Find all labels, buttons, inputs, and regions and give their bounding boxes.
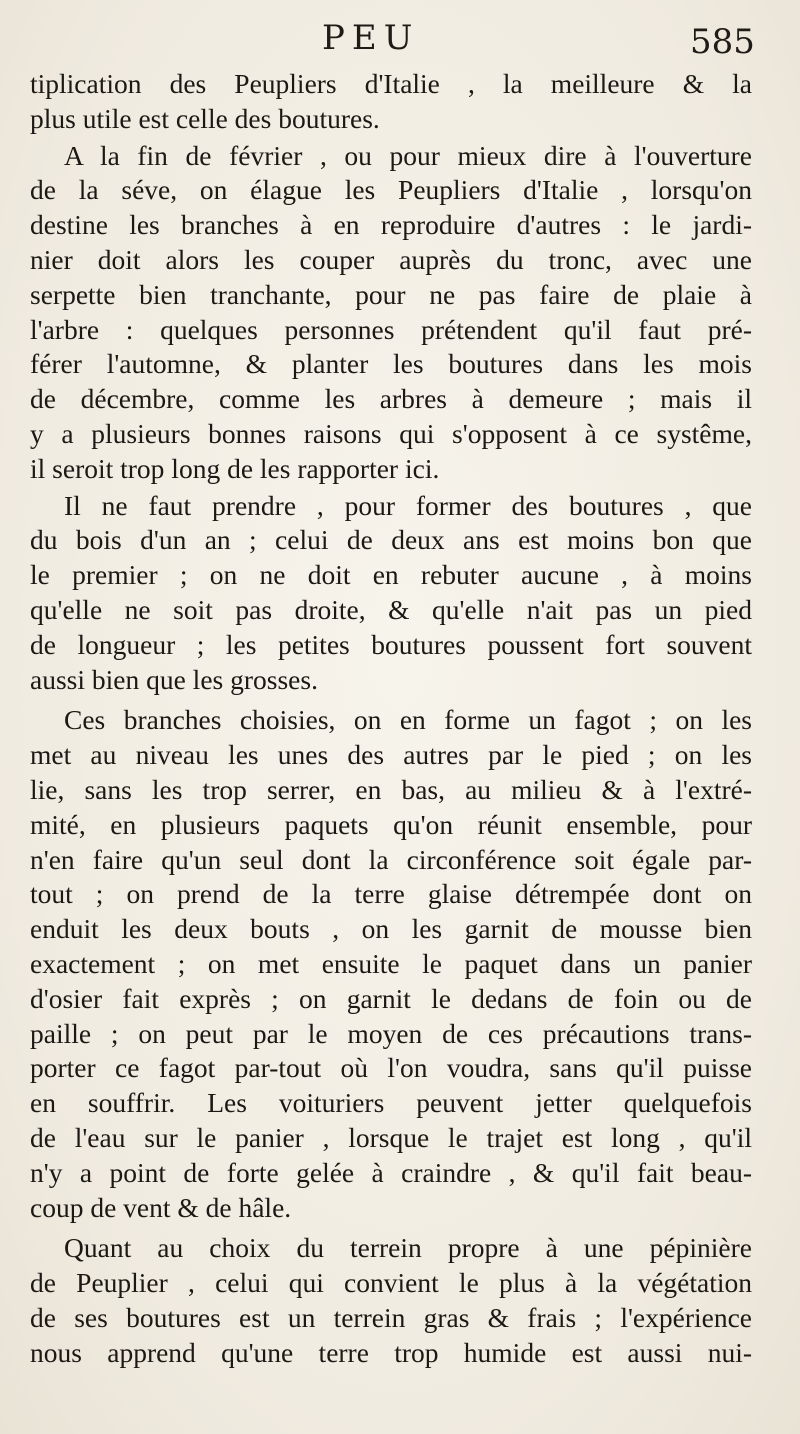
text-line: lie, sans les trop serrer, en bas, au milieu & à l'extré- xyxy=(30,773,752,805)
text-line: A la fin de février , ou pour mieux dire à l'ouverture xyxy=(64,139,752,171)
page-number: 585 xyxy=(690,22,755,62)
text-line: de longueur ; les petites boutures poussent fort souvent xyxy=(30,628,752,660)
text-line: n'en faire qu'un seul dont la circonférence soit égale par- xyxy=(30,843,752,875)
text-line: nier doit alors les couper auprès du tronc, avec une xyxy=(30,243,752,275)
text-line: en souffrir. Les voituriers peuvent jetter quelquefois xyxy=(30,1087,752,1119)
text-line: mité, en plusieurs paquets qu'on réunit ensemble, pour xyxy=(30,808,752,840)
text-line: serpette bien tranchante, pour ne pas faire de plaie à xyxy=(30,278,752,310)
text-line: nous apprend qu'une terre trop humide est aussi nui- xyxy=(30,1336,752,1368)
page-header xyxy=(0,18,800,68)
text-line: n'y a point de forte gelée à craindre , & qu'il fait beau- xyxy=(30,1156,752,1188)
body-text xyxy=(30,67,752,1370)
text-line: aussi bien que les grosses. xyxy=(30,663,318,695)
text-line: Ces branches choisies, on en forme un fagot ; on les xyxy=(64,704,752,736)
text-line: met au niveau les unes des autres par le pied ; on les xyxy=(30,739,752,771)
text-line: Quant au choix du terrein propre à une pépinière xyxy=(64,1232,752,1264)
text-line: le premier ; on ne doit en rebuter aucune , à moins xyxy=(30,559,752,591)
text-line: paille ; on peut par le moyen de ces précautions trans- xyxy=(30,1017,752,1049)
text-line: porter ce fagot par-tout où l'on voudra, sans qu'il puisse xyxy=(30,1052,752,1084)
text-line: tout ; on prend de la terre glaise détrempée dont on xyxy=(30,878,752,910)
text-line: qu'elle ne soit pas droite, & qu'elle n'ait pas un pied xyxy=(30,593,752,625)
text-line: l'arbre : quelques personnes prétendent qu'il faut pré- xyxy=(30,313,752,345)
text-line: tiplication des Peupliers d'Italie , la meilleure & la xyxy=(30,68,752,99)
text-line: de ses boutures est un terrein gras & frais ; l'expérience xyxy=(30,1301,752,1333)
text-line: du bois d'un an ; celui de deux ans est moins bon que xyxy=(30,524,752,556)
text-line: Il ne faut prendre , pour former des boutures , que xyxy=(64,489,752,521)
text-line: destine les branches à en reproduire d'autres : le jardi- xyxy=(30,209,752,241)
text-line: plus utile est celle des boutures. xyxy=(30,102,380,134)
text-line: férer l'automne, & planter les boutures dans les mois xyxy=(30,348,752,380)
text-line: y a plusieurs bonnes raisons qui s'opposent à ce systême, xyxy=(30,417,752,449)
text-line: de la séve, on élague les Peupliers d'Italie , lorsqu'on xyxy=(30,174,752,206)
text-line: d'osier fait exprès ; on garnit le dedans de foin ou de xyxy=(30,982,752,1014)
text-line: de l'eau sur le panier , lorsque le trajet est long , qu'il xyxy=(30,1121,752,1153)
text-line: de Peuplier , celui qui convient le plus à la végétation xyxy=(30,1267,752,1299)
text-line: coup de vent & de hâle. xyxy=(30,1191,292,1223)
running-head: PEU xyxy=(322,18,420,58)
text-line: exactement ; on met ensuite le paquet dans un panier xyxy=(30,947,752,979)
text-line: de décembre, comme les arbres à demeure ; mais il xyxy=(30,383,752,415)
text-line: il seroit trop long de les rapporter ici. xyxy=(30,452,440,484)
text-line: enduit les deux bouts , on les garnit de mousse bien xyxy=(30,913,752,945)
